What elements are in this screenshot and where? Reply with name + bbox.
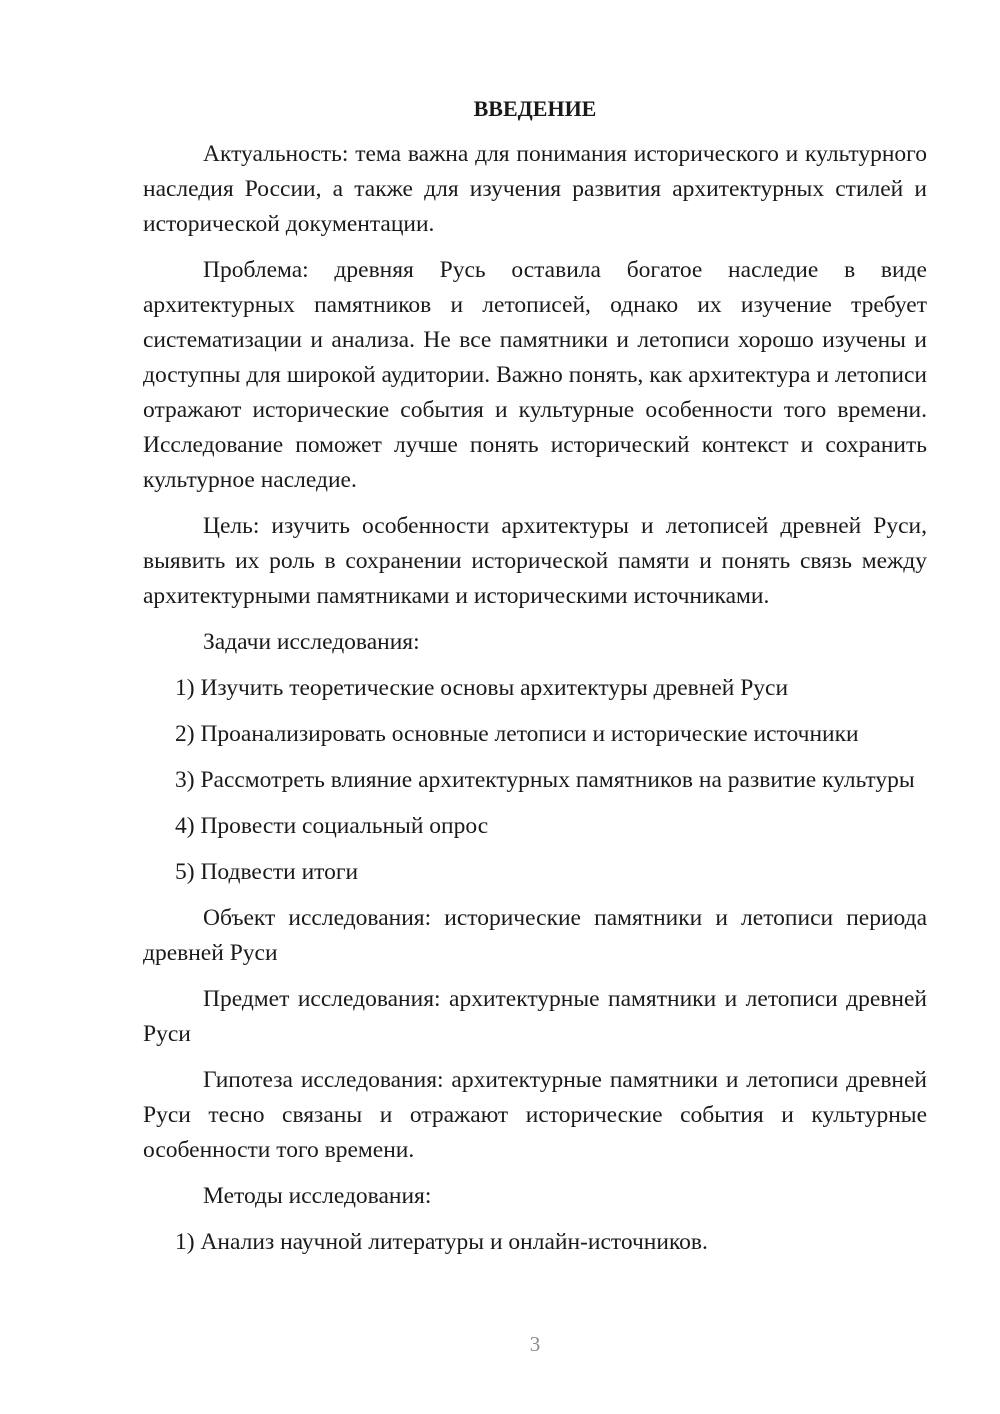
task-item-5: 5) Подвести итоги	[175, 859, 359, 885]
hypothesis-paragraph: Гипотеза исследования: архитектурные памятники и летописи древней Руси тесно связаны и отражают исторические события и культурные особенности того времени.	[143, 1067, 927, 1163]
method-item-1: 1) Анализ научной литературы и онлайн-источников.	[175, 1229, 708, 1255]
document-page	[143, 91, 927, 1271]
task-item-4: 4) Провести социальный опрос	[175, 813, 489, 839]
object-paragraph: Объект исследования: исторические памятники и летописи периода древней Руси	[143, 905, 927, 966]
section-title: ВВЕДЕНИЕ	[473, 96, 597, 121]
tasks-heading: Задачи исследования:	[203, 629, 420, 655]
task-item-2: 2) Проанализировать основные летописи и исторические источники	[175, 721, 859, 747]
task-item-3: 3) Рассмотреть влияние архитектурных памятников на развитие культуры	[175, 767, 915, 793]
methods-heading: Методы исследования:	[203, 1183, 432, 1209]
problem-paragraph: Проблема: древняя Русь оставила богатое наследие в виде архитектурных памятников и летописей, однако их изучение требует систематизации и анализа. Не все памятники и летописи хорошо изучены и доступны для широкой аудитории. Важно понять, как архитектура и летописи отражают исторические события и культурные особенности того времени. Исследование поможет лучше понять исторический контекст и сохранить культурное наследие.	[143, 257, 927, 493]
subject-paragraph: Предмет исследования: архитектурные памятники и летописи древней Руси	[143, 986, 927, 1047]
goal-paragraph: Цель: изучить особенности архитектуры и летописей древней Руси, выявить их роль в сохранении исторической памяти и понять связь между архитектурными памятниками и историческими источниками.	[143, 513, 927, 609]
task-item-1: 1) Изучить теоретические основы архитектуры древней Руси	[175, 675, 789, 701]
relevance-paragraph: Актуальность: тема важна для понимания исторического и культурного наследия России, а также для изучения развития архитектурных стилей и исторической документации.	[143, 141, 927, 237]
page-number: 3	[529, 1332, 541, 1356]
